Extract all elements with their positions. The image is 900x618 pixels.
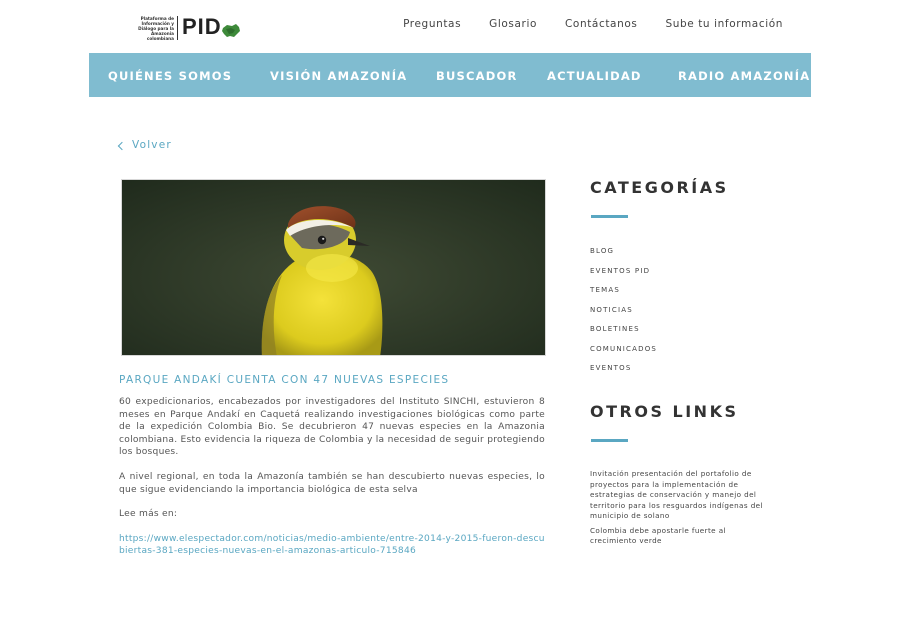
nav-item-actualidad[interactable]: ACTUALIDAD	[547, 69, 642, 83]
categories-underline	[591, 215, 628, 218]
main-nav	[89, 53, 811, 97]
category-noticias[interactable]: NOTICIAS	[590, 305, 633, 314]
logo-tagline: Plataforma de Información y Diálogo para la Amazonia colombiana	[138, 16, 174, 41]
logo-divider	[177, 16, 178, 40]
back-label: Volver	[132, 139, 172, 151]
top-links	[403, 18, 783, 30]
amazon-map-icon	[221, 23, 241, 38]
logo-name: PID	[182, 14, 222, 39]
other-links-underline	[591, 439, 628, 442]
article-paragraph: Lee más en:	[119, 509, 178, 520]
article-image	[121, 179, 546, 356]
other-links-heading: OTROS LINKS	[590, 402, 739, 421]
top-link-contactanos[interactable]: Contáctanos	[565, 18, 638, 30]
top-header	[89, 0, 811, 53]
chevron-left-icon	[118, 141, 126, 149]
other-links-list	[590, 469, 770, 551]
bird-photo	[122, 180, 546, 356]
pid-logo[interactable]	[126, 14, 256, 44]
categories-list	[590, 246, 657, 383]
other-link-item[interactable]: Colombia debe apostarle fuerte al crecimiento verde	[590, 525, 726, 545]
other-link-item[interactable]: Invitación presentación del portafolio de proyectos para la implementación de estrategias de conservación y manejo del territorio para los resguardos indígenas del municipio de solano	[590, 469, 763, 520]
top-link-preguntas[interactable]: Preguntas	[403, 18, 462, 30]
top-link-glosario[interactable]: Glosario	[489, 18, 537, 30]
nav-item-buscador[interactable]: BUSCADOR	[436, 69, 518, 83]
article-source-link[interactable]: https://www.elespectador.com/noticias/medio-ambiente/entre-2014-y-2015-fueron-descubiertas-381-especies-nuevas-en-el-amazonas-articulo-715846	[119, 533, 545, 557]
back-link[interactable]	[119, 139, 172, 151]
nav-item-quienes-somos[interactable]: QUIÉNES SOMOS	[108, 69, 233, 83]
category-eventos[interactable]: EVENTOS	[590, 364, 632, 372]
category-comunicados[interactable]: COMUNICADOS	[590, 344, 658, 353]
article-paragraph: 60 expedicionarios, encabezados por investigadores del Instituto SINCHI, estuvieron 8 meses en Parque Andakí en Caquetá realizando investigaciones biológicas como parte de la expedición Colombia Bio. Se decubrieron 47 nuevas especies en la Amazonia colombiana. Esto evidencia la riqueza de Colombia y la necesidad de seguir protegiendo los bosques.	[119, 397, 545, 458]
category-boletines[interactable]: BOLETINES	[590, 325, 640, 333]
article-paragraph: A nivel regional, en toda la Amazonía también se han descubierto nuevas especies, lo que sigue evidenciando la importancia biológica de esta selva	[119, 471, 545, 495]
article-body	[119, 396, 545, 558]
nav-item-vision-amazonia[interactable]: VISIÓN AMAZONÍA	[270, 69, 408, 83]
categories-heading: CATEGORÍAS	[590, 178, 729, 197]
category-eventos-pid[interactable]: EVENTOS PID	[590, 266, 651, 275]
category-temas[interactable]: TEMAS	[590, 286, 620, 294]
top-link-sube-informacion[interactable]: Sube tu información	[665, 18, 783, 30]
article-title: PARQUE ANDAKÍ CUENTA CON 47 NUEVAS ESPECIES	[119, 374, 450, 386]
category-blog[interactable]: BLOG	[590, 247, 615, 255]
nav-item-radio-amazonia[interactable]: RADIO AMAZONÍA	[678, 69, 811, 83]
